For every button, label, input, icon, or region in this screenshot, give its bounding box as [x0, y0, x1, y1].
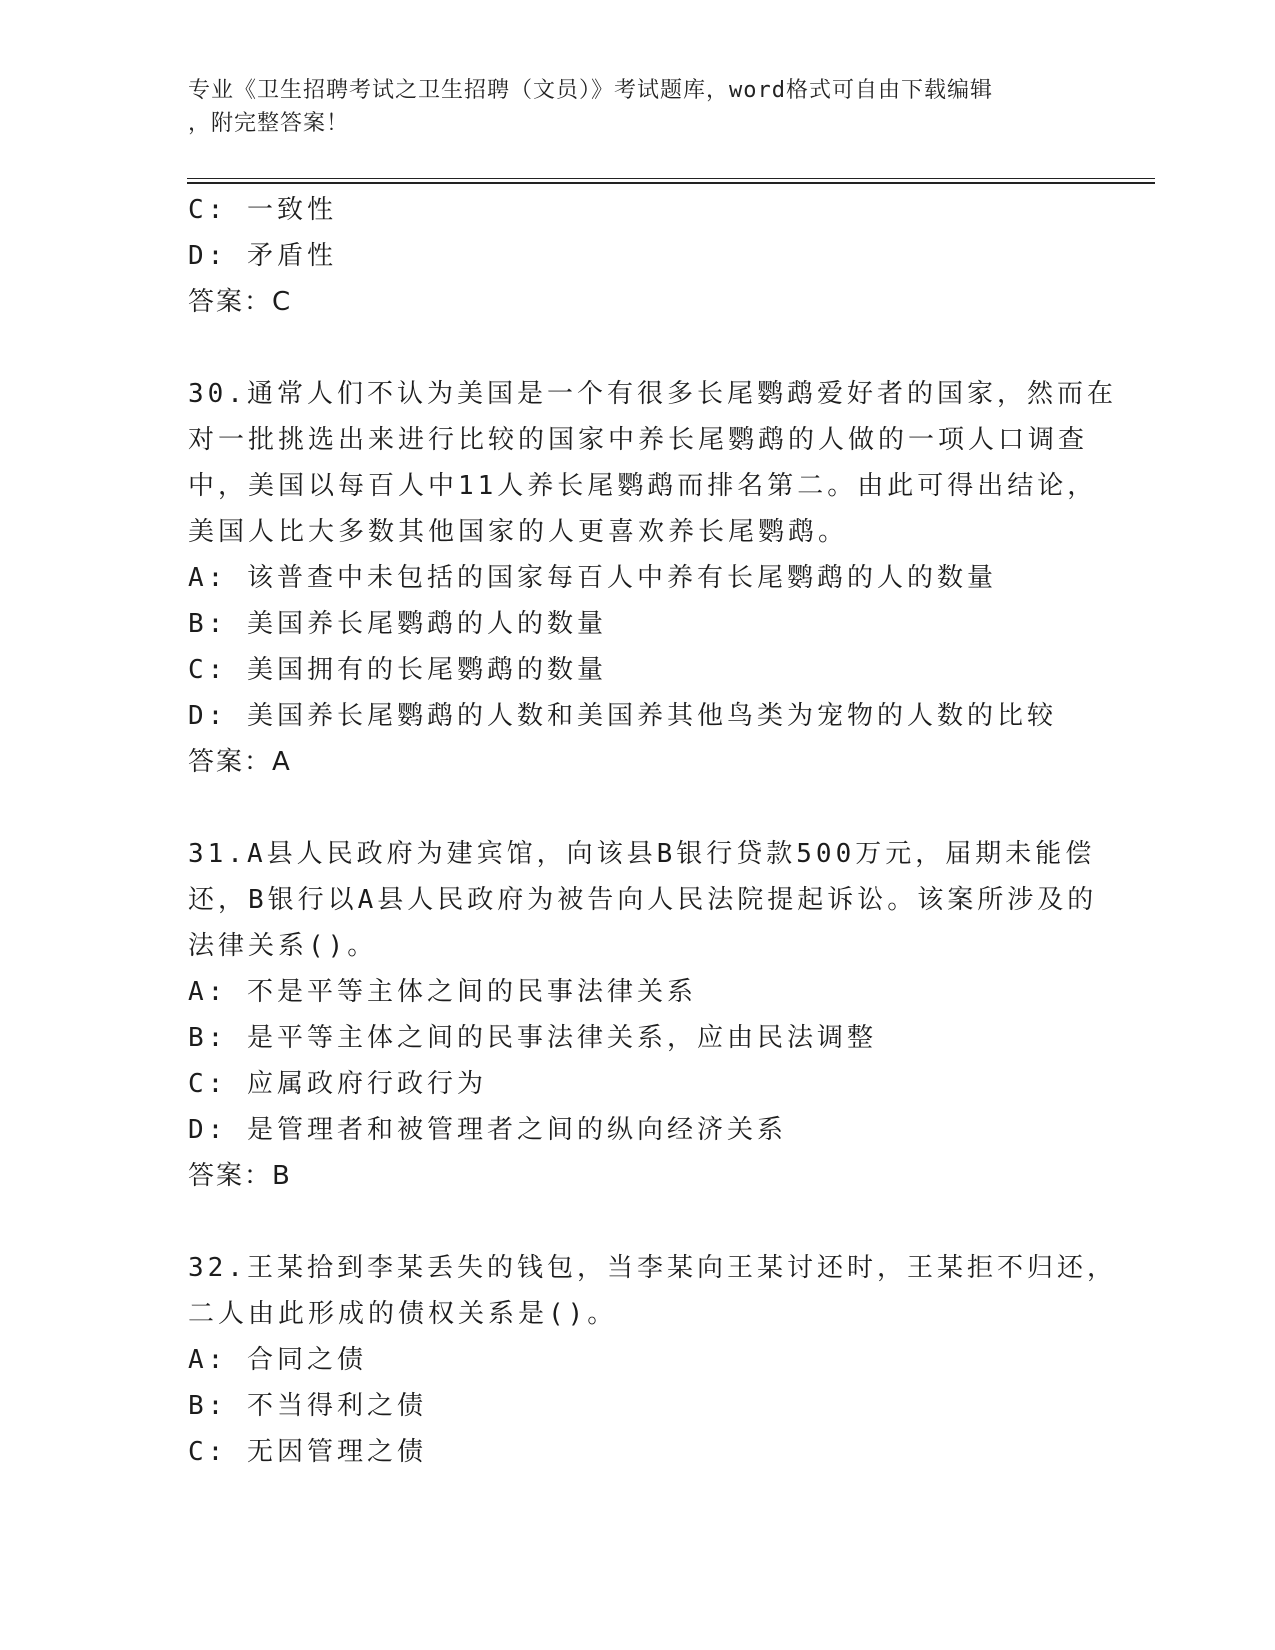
question-list — [188, 187, 1117, 1475]
answer-line: 答案：C — [188, 287, 293, 317]
option-a: A: 该普查中未包括的国家每百人中养有长尾鹦鹉的人的数量 — [188, 563, 997, 593]
header-line: 专业《卫生招聘考试之卫生招聘（文员）》考试题库，word格式可自由下载编辑 — [188, 78, 993, 103]
option-b: B: 美国养长尾鹦鹉的人的数量 — [188, 609, 607, 639]
option-a: A: 合同之债 — [188, 1345, 367, 1375]
option-b: B: 是平等主体之间的民事法律关系，应由民法调整 — [188, 1023, 877, 1053]
answer-line: 答案：B — [188, 1161, 292, 1191]
page-header — [188, 74, 1088, 140]
header-divider — [187, 182, 1155, 184]
option-d: D: 是管理者和被管理者之间的纵向经济关系 — [188, 1115, 787, 1145]
option-c: C: 一致性 — [188, 195, 337, 225]
question-text: 30.通常人们不认为美国是一个有很多长尾鹦鹉爱好者的国家，然而在 — [188, 379, 1117, 409]
question-text: 二人由此形成的债权关系是()。 — [188, 1299, 618, 1329]
option-c: C: 应属政府行政行为 — [188, 1069, 487, 1099]
question-30 — [188, 371, 1117, 785]
question-32 — [188, 1245, 1117, 1475]
answer-line: 答案：A — [188, 747, 292, 777]
option-d: D: 矛盾性 — [188, 241, 337, 271]
question-text: 31.A县人民政府为建宾馆，向该县B银行贷款500万元，届期未能偿 — [188, 839, 1096, 869]
question-31 — [188, 831, 1098, 1199]
question-text: 中，美国以每百人中11人养长尾鹦鹉而排名第二。由此可得出结论， — [188, 471, 1098, 501]
header-line: ，附完整答案！ — [188, 111, 350, 136]
question-text: 还，B银行以A县人民政府为被告向人民法院提起诉讼。该案所涉及的 — [188, 885, 1098, 915]
option-a: A: 不是平等主体之间的民事法律关系 — [188, 977, 697, 1007]
option-c: C: 美国拥有的长尾鹦鹉的数量 — [188, 655, 607, 685]
option-c: C: 无因管理之债 — [188, 1437, 427, 1467]
question-text: 对一批挑选出来进行比较的国家中养长尾鹦鹉的人做的一项人口调查 — [188, 425, 1089, 455]
header-divider — [187, 178, 1155, 179]
option-b: B: 不当得利之债 — [188, 1391, 427, 1421]
question-continuation — [188, 187, 1088, 325]
question-text: 法律关系()。 — [188, 931, 378, 961]
question-text: 美国人比大多数其他国家的人更喜欢养长尾鹦鹉。 — [188, 517, 849, 547]
option-d: D: 美国养长尾鹦鹉的人数和美国养其他鸟类为宠物的人数的比较 — [188, 701, 1057, 731]
question-text: 32.王某拾到李某丢失的钱包，当李某向王某讨还时，王某拒不归还， — [188, 1253, 1117, 1283]
